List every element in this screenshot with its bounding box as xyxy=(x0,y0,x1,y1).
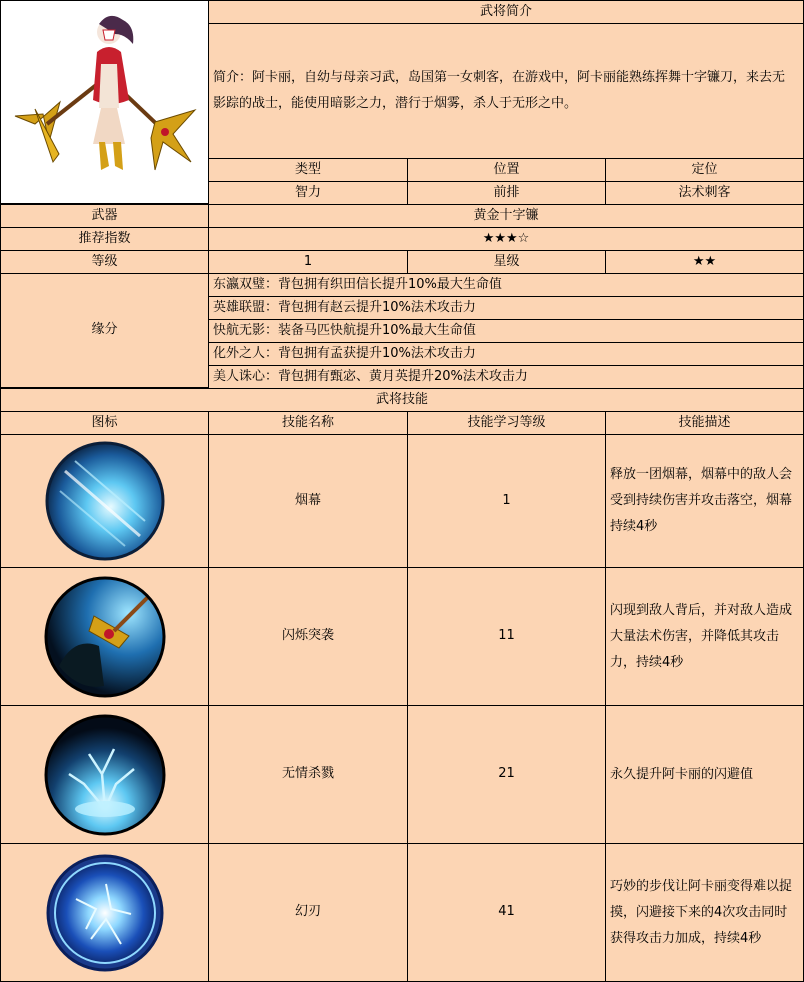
skill-header-icon: 图标 xyxy=(0,411,209,435)
fate-item: 化外之人：背包拥有孟获提升10%法术攻击力 xyxy=(208,342,804,366)
position-label: 位置 xyxy=(407,158,606,182)
skill-icon-cell xyxy=(0,434,209,568)
skill-header-level: 技能学习等级 xyxy=(407,411,606,435)
skill-desc: 永久提升阿卡丽的闪避值 xyxy=(605,705,804,844)
skill-header-desc: 技能描述 xyxy=(605,411,804,435)
skill-desc: 闪现到敌人背后，并对敌人造成大量法术伤害，并降低其攻击力，持续4秒 xyxy=(605,567,804,706)
star-value: ★★ xyxy=(605,250,804,274)
star-label: 星级 xyxy=(407,250,606,274)
blink-strike-skill-icon xyxy=(44,576,166,698)
smoke-skill-icon xyxy=(45,441,165,561)
ruthless-slaughter-skill-icon xyxy=(44,714,166,836)
profile-section-title: 武将简介 xyxy=(208,0,804,24)
weapon-label: 武器 xyxy=(0,204,209,228)
skill-name: 烟幕 xyxy=(208,434,408,568)
skill-name: 幻刃 xyxy=(208,843,408,982)
weapon-value: 黄金十字镰 xyxy=(208,204,804,228)
skills-section-title: 武将技能 xyxy=(0,388,804,412)
skill-level: 11 xyxy=(407,567,606,706)
fate-item: 美人诛心：背包拥有甄宓、黄月英提升20%法术攻击力 xyxy=(208,365,804,389)
phantom-blade-skill-icon xyxy=(46,854,164,972)
hero-portrait-cell xyxy=(0,0,209,204)
level-label: 等级 xyxy=(0,250,209,274)
type-value: 智力 xyxy=(208,181,408,205)
skill-level: 41 xyxy=(407,843,606,982)
fate-label: 缘分 xyxy=(0,273,209,388)
recommend-stars: ★★★☆ xyxy=(208,227,804,251)
skill-icon-cell xyxy=(0,705,209,844)
skill-desc: 巧妙的步伐让阿卡丽变得难以捉摸，闪避接下来的4次攻击同时获得攻击力加成，持续4秒 xyxy=(605,843,804,982)
skill-level: 21 xyxy=(407,705,606,844)
position-value: 前排 xyxy=(407,181,606,205)
skill-level: 1 xyxy=(407,434,606,568)
role-label: 定位 xyxy=(605,158,804,182)
hero-portrait-image xyxy=(5,4,205,200)
level-value: 1 xyxy=(208,250,408,274)
skill-icon-cell xyxy=(0,567,209,706)
fate-item: 东瀛双璧：背包拥有织田信长提升10%最大生命值 xyxy=(208,273,804,297)
role-value: 法术刺客 xyxy=(605,181,804,205)
skill-name: 无情杀戮 xyxy=(208,705,408,844)
type-label: 类型 xyxy=(208,158,408,182)
skill-header-name: 技能名称 xyxy=(208,411,408,435)
fate-item: 英雄联盟：背包拥有赵云提升10%法术攻击力 xyxy=(208,296,804,320)
recommend-label: 推荐指数 xyxy=(0,227,209,251)
skill-name: 闪烁突袭 xyxy=(208,567,408,706)
skill-desc: 释放一团烟幕，烟幕中的敌人会受到持续伤害并攻击落空，烟幕持续4秒 xyxy=(605,434,804,568)
skill-icon-cell xyxy=(0,843,209,982)
fate-item: 快航无影：装备马匹快航提升10%最大生命值 xyxy=(208,319,804,343)
profile-text: 简介：阿卡丽，自幼与母亲习武，岛国第一女刺客，在游戏中，阿卡丽能熟练挥舞十字镰刀，来去无影踪的战士，能使用暗影之力，潜行于烟雾，杀人于无形之中。 xyxy=(208,23,804,159)
